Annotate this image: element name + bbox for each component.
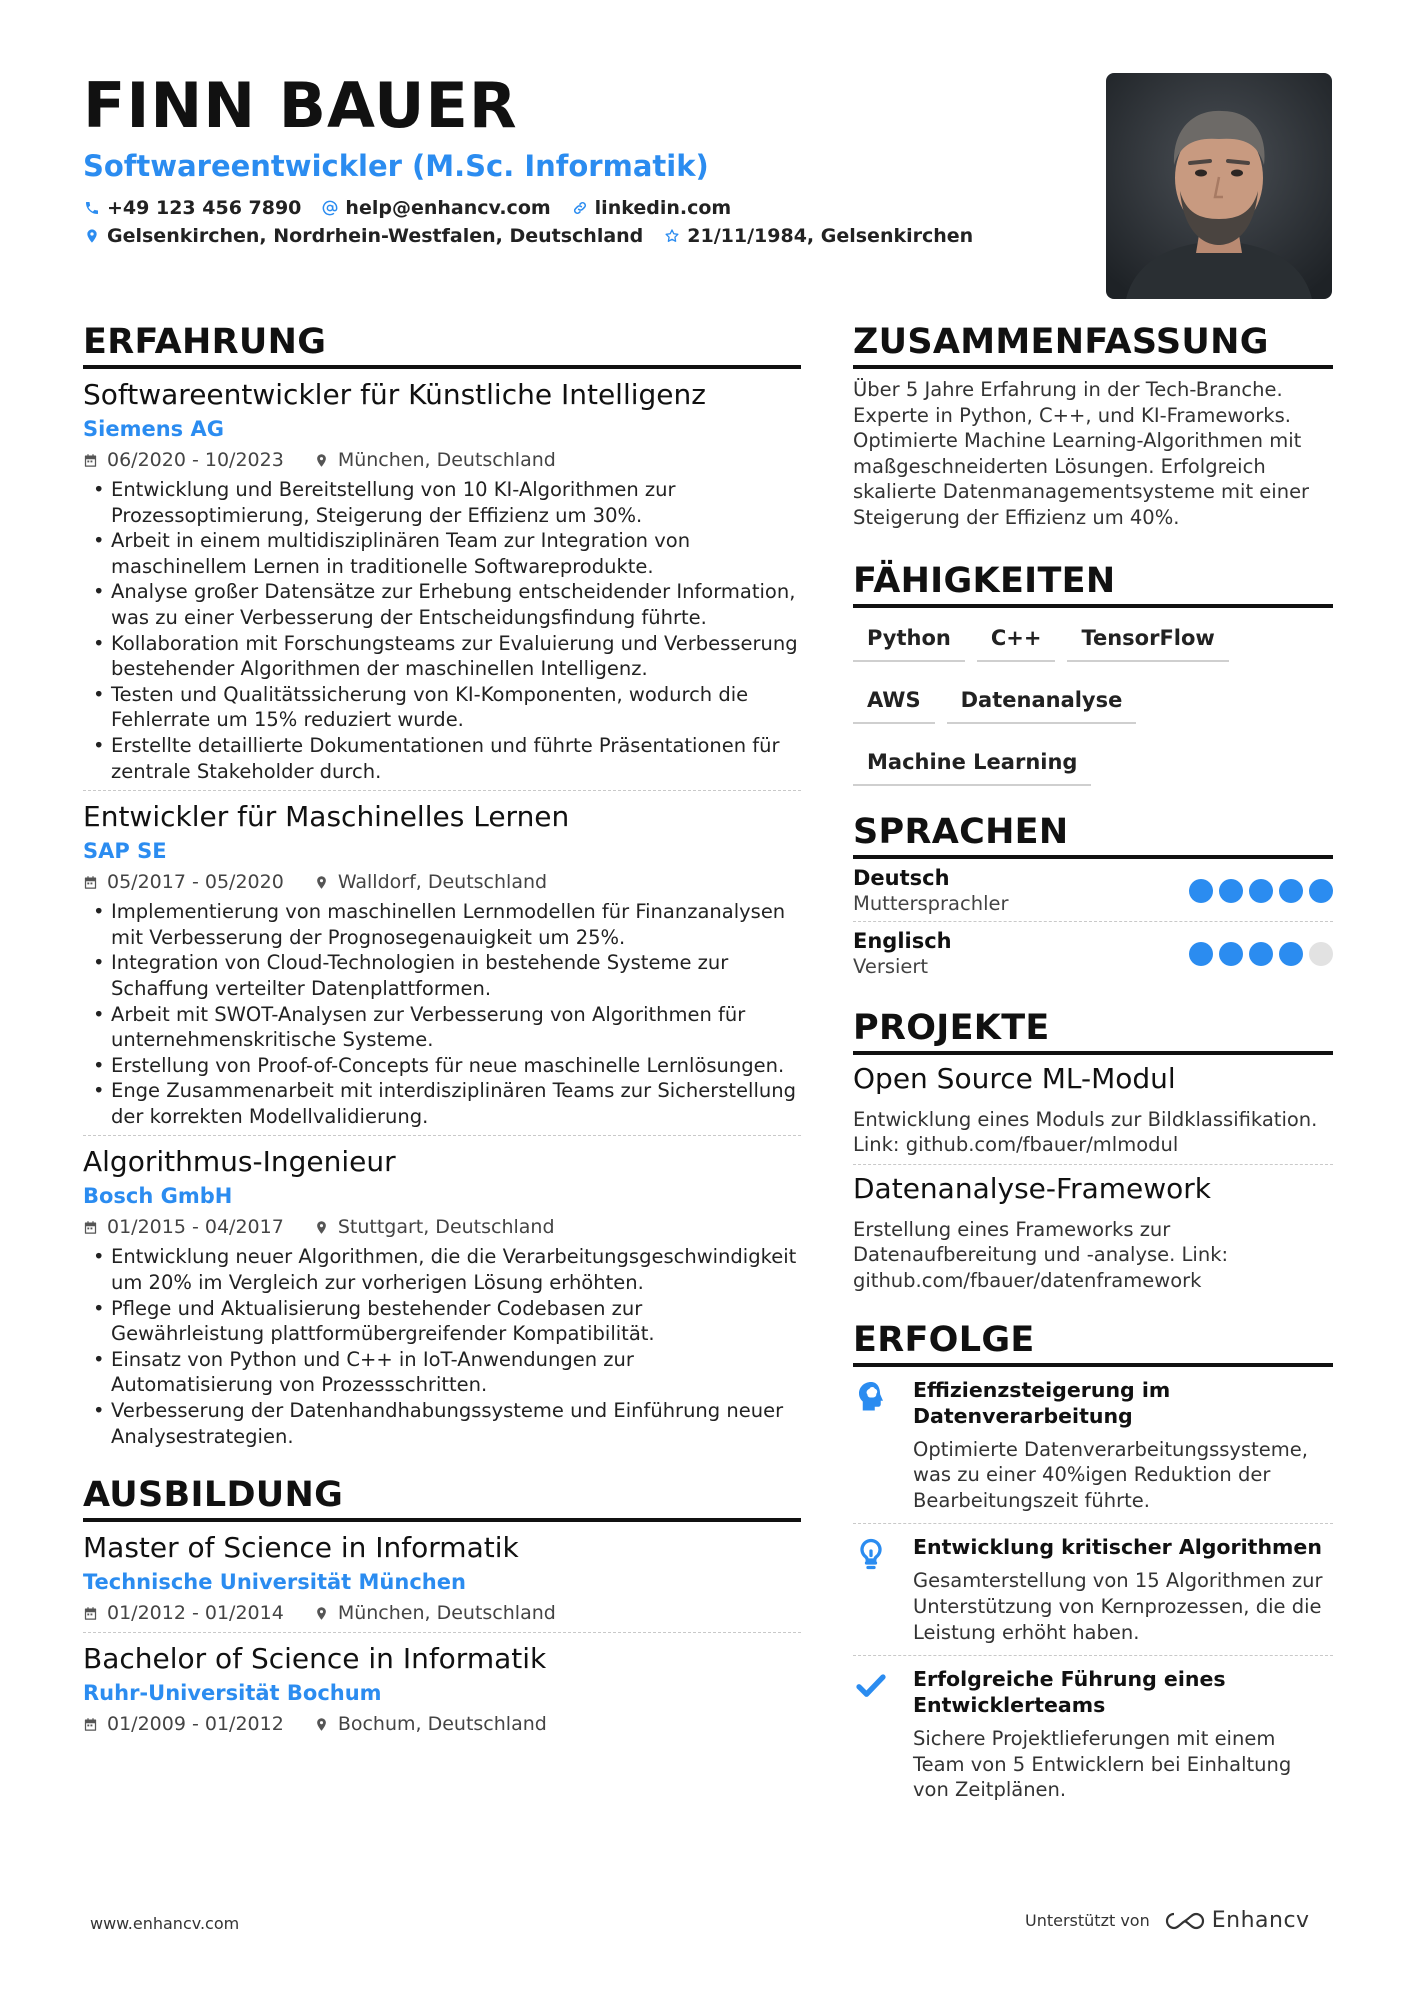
job-bullets [83, 899, 801, 1129]
project-entry [853, 1055, 1333, 1165]
bullet-item: • Erstellte detaillierte Dokumentationen und führte Präsentationen für zentrale Stakeholder durch. [83, 733, 801, 784]
education-location [314, 1711, 547, 1737]
rating-dots [1183, 879, 1333, 903]
education-meta [83, 1600, 801, 1626]
linkedin-text: linkedin.com [594, 197, 732, 219]
achievement-title: Entwicklung kritischer Algorithmen [913, 1535, 1322, 1560]
language-info [853, 928, 952, 980]
language-row [853, 921, 1333, 984]
contact-location [83, 224, 643, 248]
candidate-title: Softwareentwickler (M.Sc. Informatik) [83, 149, 709, 183]
skills-list [853, 616, 1333, 802]
degree-title: Master of Science in Informatik [83, 1531, 519, 1565]
education-dates [83, 1600, 284, 1626]
language-info [853, 865, 1009, 917]
skill-tag: Datenanalyse [947, 678, 1137, 724]
dates-text: 06/2020 - 10/2023 [107, 449, 284, 471]
job-entry [83, 791, 801, 1136]
lightbulb-icon [853, 1534, 913, 1645]
email-text: help@enhancv.com [345, 197, 551, 219]
company-name: Bosch GmbH [83, 1184, 233, 1209]
rating-dot-filled [1249, 879, 1273, 903]
bullet-item: • Integration von Cloud-Technologien in bestehende Systeme zur Schaffung verteilter Datenplattformen. [83, 950, 801, 1001]
project-title: Open Source ML-Modul [853, 1061, 1176, 1095]
language-level: Versiert [853, 954, 929, 978]
contact-birth [663, 224, 973, 248]
footer-branding [1025, 1908, 1310, 1933]
at-sign-icon [321, 199, 339, 217]
bullet-item: • Entwicklung neuer Algorithmen, die die Verarbeitungsgeschwindigkeit um 20% im Vergleich zur vorherigen Lösung erhöhten. [83, 1244, 801, 1295]
job-title: Entwickler für Maschinelles Lernen [83, 800, 570, 834]
job-location [314, 447, 556, 473]
skill-tag: AWS [853, 678, 935, 724]
job-dates [83, 1214, 284, 1240]
rating-dot-filled [1309, 879, 1333, 903]
degree-title: Bachelor of Science in Informatik [83, 1642, 547, 1676]
skill-tag: C++ [977, 616, 1056, 662]
school-name: Ruhr-Universität Bochum [83, 1681, 382, 1706]
calendar-icon [83, 1717, 98, 1732]
calendar-icon [83, 1220, 98, 1235]
languages-heading: SPRACHEN [853, 810, 1333, 859]
language-level: Muttersprachler [853, 891, 1009, 915]
language-row [853, 859, 1333, 921]
calendar-icon [83, 1606, 98, 1621]
bullet-item: • Analyse großer Datensätze zur Erhebung entscheidender Information, was zu einer Verbesserung der Entscheidungsfindung führte. [83, 579, 801, 630]
job-bullets [83, 477, 801, 784]
bullet-item: • Erstellung von Proof-of-Concepts für neue maschinelle Lernlösungen. [83, 1053, 801, 1079]
education-heading: AUSBILDUNG [83, 1473, 801, 1522]
company-name: Siemens AG [83, 417, 224, 441]
skill-tag: Machine Learning [853, 740, 1091, 786]
project-desc: Erstellung eines Frameworks zur Datenaufbereitung und -analyse. Link: github.com/fbauer/datenframework [853, 1217, 1229, 1292]
achievement-title: Effizienzsteigerung im Datenverarbeitung [913, 1377, 1171, 1428]
dates-text: 01/2009 - 01/2012 [107, 1713, 284, 1736]
achievement-body [913, 1377, 1333, 1514]
powered-by-text: Unterstützt von [1025, 1911, 1150, 1930]
language-name: Deutsch [853, 865, 950, 890]
skill-tag: TensorFlow [1067, 616, 1228, 662]
portrait-illustration [1106, 73, 1332, 299]
education-location [314, 1600, 556, 1626]
rating-dot-filled [1249, 942, 1273, 966]
location-pin-icon [83, 227, 101, 245]
bullet-item: • Arbeit in einem multidisziplinären Team zur Integration von maschinellem Lernen in traditionelle Softwareprodukte. [83, 528, 801, 579]
contact-row-2 [83, 224, 1083, 248]
bullet-item: • Verbesserung der Datenhandhabungssysteme und Einführung neuer Analysestrategien. [83, 1398, 801, 1449]
achievement-title: Erfolgreiche Führung eines Entwicklerteams [913, 1667, 1226, 1718]
rating-dot-filled [1279, 879, 1303, 903]
summary-heading: ZUSAMMENFASSUNG [853, 320, 1333, 369]
bullet-item: • Testen und Qualitätssicherung von KI-Komponenten, wodurch die Fehlerrate um 15% reduziert wurde. [83, 682, 801, 733]
rating-dot-filled [1189, 942, 1213, 966]
link-icon [571, 199, 589, 217]
projects-heading: PROJEKTE [853, 1006, 1333, 1055]
language-name: Englisch [853, 928, 952, 953]
location-text: München, Deutschland [337, 449, 556, 471]
summary-text: Über 5 Jahre Erfahrung in der Tech-Branche. Experte in Python, C++, und KI-Frameworks. Optimierte Machine Learning-Algorithmen mit maßgeschneiderten Lösungen. Erfolgreich skalierte Datenmanagementsysteme mit einer Steigerung der Effizienz um 40%. [853, 378, 1310, 529]
bullet-item: • Kollaboration mit Forschungsteams zur Evaluierung und Verbesserung bestehender Algorithmen der maschinellen Intelligenz. [83, 631, 801, 682]
achievement-entry [853, 1655, 1333, 1813]
contact-row-1 [83, 196, 1083, 220]
location-pin-icon [314, 875, 329, 890]
resume-header [83, 70, 1083, 248]
location-text: Walldorf, Deutschland [337, 871, 548, 894]
job-meta [83, 1214, 801, 1240]
dates-text: 05/2017 - 05/2020 [107, 871, 284, 894]
bullet-item: • Arbeit mit SWOT-Analysen zur Verbesserung von Algorithmen für unternehmenskritische Systeme. [83, 1002, 801, 1053]
birth-text: 21/11/1984, Gelsenkirchen [687, 225, 974, 247]
rating-dot-filled [1219, 879, 1243, 903]
job-dates [83, 447, 284, 473]
location-text: Bochum, Deutschland [337, 1713, 547, 1736]
contact-phone [83, 196, 301, 220]
bullet-item: • Enge Zusammenarbeit mit interdisziplinären Teams zur Sicherstellung der korrekten Modellvalidierung. [83, 1078, 801, 1129]
project-desc: Entwicklung eines Moduls zur Bildklassifikation. Link: github.com/fbauer/mlmodul [853, 1107, 1318, 1157]
bullet-item: • Pflege und Aktualisierung bestehender Codebasen zur Gewährleistung plattformübergreifender Kompatibilität. [83, 1296, 801, 1347]
achievement-desc: Sichere Projektlieferungen mit einem Team von 5 Entwicklern bei Einhaltung von Zeitplänen. [913, 1727, 1292, 1802]
brand-name: Enhancv [1211, 1908, 1310, 1933]
bullet-item: • Entwicklung und Bereitstellung von 10 KI-Algorithmen zur Prozessoptimierung, Steigerung der Effizienz um 30%. [83, 477, 801, 528]
job-entry [83, 1136, 801, 1449]
calendar-icon [83, 875, 98, 890]
dates-text: 01/2015 - 04/2017 [107, 1216, 284, 1239]
company-name: SAP SE [83, 839, 167, 864]
languages-list [853, 859, 1333, 984]
star-icon [663, 227, 681, 245]
rating-dot-filled [1189, 879, 1213, 903]
job-meta [83, 447, 801, 473]
bullet-item: • Einsatz von Python und C++ in IoT-Anwendungen zur Automatisierung von Prozessschritten. [83, 1347, 801, 1398]
job-location [314, 1214, 555, 1240]
achievement-entry [853, 1367, 1333, 1524]
enhancv-logo-icon [1162, 1910, 1208, 1932]
rating-dot-filled [1219, 942, 1243, 966]
skill-tag: Python [853, 616, 965, 662]
rating-dots [1183, 942, 1333, 966]
location-text: Gelsenkirchen, Nordrhein-Westfalen, Deutschland [107, 225, 644, 247]
left-column [83, 320, 801, 1737]
location-text: Stuttgart, Deutschland [337, 1216, 555, 1239]
job-entry [83, 369, 801, 791]
location-pin-icon [314, 1606, 329, 1621]
location-pin-icon [314, 1717, 329, 1732]
project-entry [853, 1165, 1333, 1294]
achievements-heading: ERFOLGE [853, 1318, 1333, 1367]
job-title: Softwareentwickler für Künstliche Intelligenz [83, 378, 706, 411]
location-pin-icon [314, 453, 329, 468]
location-pin-icon [314, 1220, 329, 1235]
school-name: Technische Universität München [83, 1570, 466, 1595]
education-entry [83, 1522, 801, 1633]
skills-heading: FÄHIGKEITEN [853, 559, 1333, 608]
rating-dot-filled [1279, 942, 1303, 966]
footer-website[interactable]: www.enhancv.com [90, 1914, 240, 1933]
phone-text: +49 123 456 7890 [107, 197, 302, 219]
right-column [853, 320, 1333, 1813]
checkmark-icon [853, 1666, 913, 1803]
bullet-item: • Implementierung von maschinellen Lernmodellen für Finanzanalysen mit Verbesserung der Prognosegenauigkeit um 25%. [83, 899, 801, 950]
job-meta [83, 869, 801, 895]
achievement-body [913, 1534, 1333, 1645]
job-title: Algorithmus-Ingenieur [83, 1145, 396, 1179]
brain-head-icon [853, 1377, 913, 1514]
achievements-list [853, 1367, 1333, 1813]
achievement-desc: Gesamterstellung von 15 Algorithmen zur Unterstützung von Kernprozessen, die die Leistung erhöht haben. [913, 1569, 1323, 1644]
education-dates [83, 1711, 284, 1737]
calendar-icon [83, 453, 98, 468]
project-title: Datenanalyse-Framework [853, 1171, 1211, 1205]
rating-dot-empty [1309, 942, 1333, 966]
contact-email[interactable] [321, 196, 550, 220]
candidate-name: FINN BAUER [83, 69, 518, 142]
achievement-entry [853, 1523, 1333, 1655]
profile-photo [1106, 73, 1332, 299]
phone-icon [83, 199, 101, 217]
job-dates [83, 869, 284, 895]
job-bullets [83, 1244, 801, 1449]
job-location [314, 869, 547, 895]
dates-text: 01/2012 - 01/2014 [107, 1602, 284, 1625]
experience-heading: ERFAHRUNG [83, 320, 801, 369]
location-text: München, Deutschland [337, 1602, 556, 1625]
achievement-desc: Optimierte Datenverarbeitungssysteme, was zu einer 40%igen Reduktion der Bearbeitungszeit führte. [913, 1437, 1308, 1512]
contact-linkedin[interactable] [571, 196, 732, 220]
education-entry [83, 1633, 801, 1737]
education-meta [83, 1711, 801, 1737]
achievement-body [913, 1666, 1333, 1803]
